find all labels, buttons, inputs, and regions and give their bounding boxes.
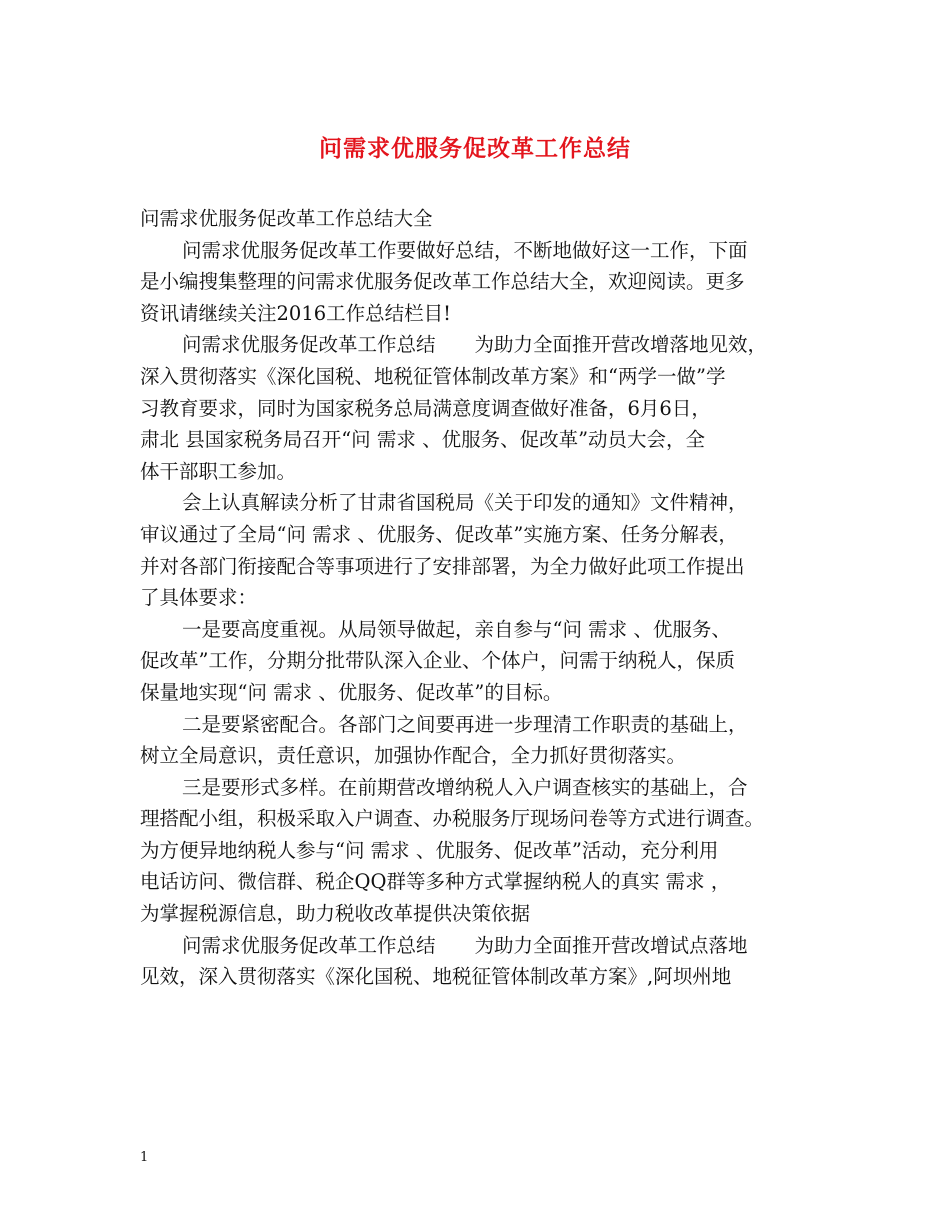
text-line: 并对各部门衔接配合等事项进行了安排部署，为全力做好此项工作提出: [140, 554, 745, 578]
text-line: 习教育要求，同时为国家税务总局满意度调查做好准备，6月6日，: [140, 396, 711, 420]
text-line: 会上认真解读分析了甘肃省国税局《关于印发的通知》文件精神，: [182, 491, 748, 515]
text-line: 三是要形式多样。在前期营改增纳税人入户调查核实的基础上，合: [182, 775, 748, 799]
text-line: 为方便异地纳税人参与“问 需求 、优服务、促改革”活动，充分利用: [140, 838, 719, 862]
text-line: 问需求优服务促改革工作总结 为助力全面推开营改增试点落地: [182, 933, 748, 957]
text-line: 保量地实现“问 需求 、优服务、促改革”的目标。: [140, 680, 563, 704]
text-line: 体干部职工参加。: [140, 459, 297, 483]
text-line: 理搭配小组，积极采取入户调查、办税服务厅现场问卷等方式进行调查。: [140, 807, 765, 831]
text-line: 深入贯彻落实《深化国税、地税征管体制改革方案》和“两学一做”学: [140, 364, 726, 388]
text-line: 问需求优服务促改革工作总结 为助力全面推开营改增落地见效，: [182, 333, 768, 357]
text-line: 电话访问、微信群、税企QQ群等多种方式掌握纳税人的真实 需求 ，: [140, 870, 731, 894]
text-line: 树立全局意识，责任意识，加强协作配合，全力抓好贯彻落实。: [140, 744, 687, 768]
text-line: 了具体要求：: [140, 586, 258, 610]
text-line: 一是要高度重视。从局领导做起，亲自参与“问 需求 、优服务、: [182, 617, 731, 641]
page-number: 1: [140, 1150, 149, 1165]
document-title: 问需求优服务促改革工作总结: [319, 135, 631, 162]
document-body: [140, 203, 820, 993]
text-line: 促改革”工作，分期分批带队深入企业、个体户，问需于纳税人，保质: [140, 649, 735, 673]
text-line: 二是要紧密配合。各部门之间要再进一步理清工作职责的基础上，: [182, 712, 748, 736]
text-line: 为掌握税源信息，助力税收改革提供决策依据: [140, 902, 531, 926]
text-line: 审议通过了全局“问 需求 、优服务、促改革”实施方案、任务分解表，: [140, 522, 738, 546]
text-line: 是小编搜集整理的问需求优服务促改革工作总结大全，欢迎阅读。更多: [140, 270, 745, 294]
text-line: 见效，深入贯彻落实《深化国税、地税征管体制改革方案》,阿坝州地: [140, 965, 732, 989]
text-line: 问需求优服务促改革工作总结大全: [140, 207, 433, 230]
text-line: 肃北 县国家税务局召开“问 需求 、优服务、促改革”动员大会，全: [140, 428, 706, 452]
text-line: 资讯请继续关注2016工作总结栏目!: [140, 301, 451, 325]
text-line: 问需求优服务促改革工作要做好总结，不断地做好这一工作，下面: [182, 238, 748, 262]
